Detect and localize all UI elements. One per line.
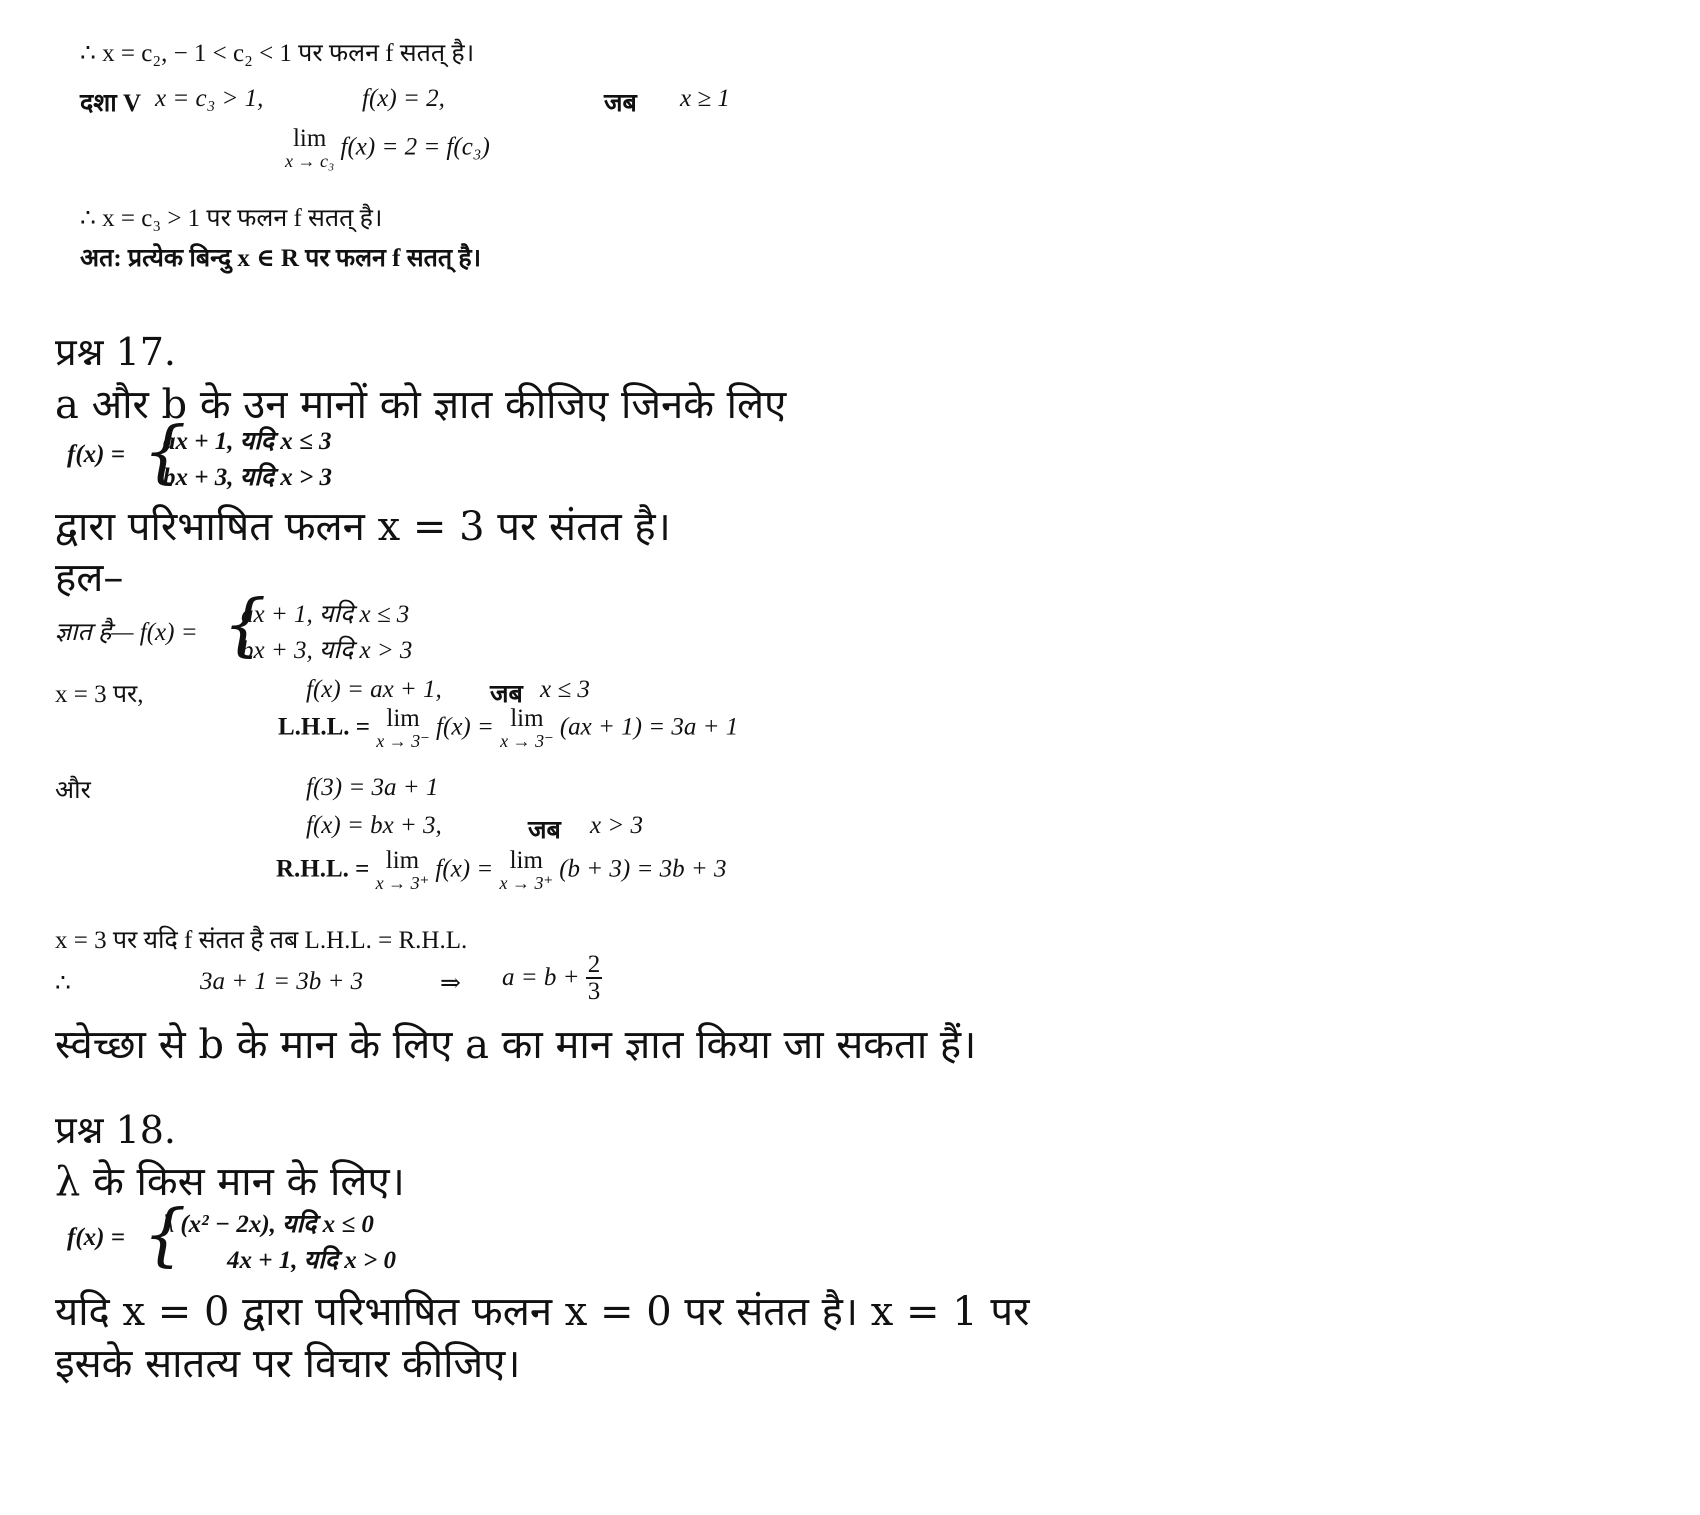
- case5-when: जब: [604, 90, 637, 117]
- q17-def-row1: ax + 1, यदि x ≤ 3: [163, 428, 332, 455]
- q17-statement-continued: द्वारा परिभाषित फलन x = 3 पर संतत है।: [55, 504, 671, 550]
- continuity-line-c2: ∴ x = c₂, − 1 < c₂ < 1 पर फलन f सतत् है।: [80, 40, 475, 67]
- q18-def-row2: 4x + 1, यदि x > 0: [227, 1247, 396, 1274]
- case5-limit-expression: f(x) = 2 = f(c₃): [340, 133, 490, 161]
- continuity-condition: x = 3 पर यदि f संतत है तब L.H.L. = R.H.L.: [55, 927, 468, 954]
- q18-def-row1: λ (x² − 2x), यदि x ≤ 0: [163, 1211, 374, 1238]
- lhl-mid: f(x) =: [436, 713, 494, 741]
- case5-limit: [285, 126, 490, 171]
- right-range: x > 3: [590, 812, 643, 839]
- left-brace: {: [223, 586, 267, 665]
- fraction-two-thirds: $\frac{2}{3}$: [587, 951, 601, 1005]
- limit-operator: lim x → 3⁻: [376, 705, 430, 752]
- limit-operator: lim x → 3⁺: [499, 847, 553, 894]
- q17-heading: प्रश्न 17.: [55, 330, 176, 374]
- q18-heading: प्रश्न 18.: [55, 1108, 176, 1152]
- left-brace: {: [143, 1196, 187, 1275]
- f-of-3: f(3) = 3a + 1: [306, 774, 439, 801]
- rhl-mid: f(x) =: [435, 855, 494, 883]
- case5-range: x ≥ 1: [680, 85, 730, 112]
- lhl-label: L.H.L. =: [278, 713, 371, 741]
- case5-function: f(x) = 2,: [362, 85, 445, 112]
- overall-conclusion: अत: प्रत्येक बिन्दु x ∈ R पर फलन f सतत् है।: [80, 245, 482, 272]
- left-hand-limit: [278, 706, 738, 751]
- rhl-label: R.H.L. =: [276, 855, 370, 883]
- case5-condition: x = c₃ > 1,: [155, 85, 264, 112]
- continuity-line-c3: ∴ x = c₃ > 1 पर फलन f सतत् है।: [80, 205, 383, 232]
- case5-label: दशा V: [80, 90, 142, 117]
- q17-conclusion: स्वेच्छा से b के मान के लिए a का मान ज्ञात किया जा सकता हैं।: [55, 1022, 977, 1068]
- limit-operator: lim x → 3⁻: [500, 705, 554, 752]
- q18-statement-end: इसके सातत्य पर विचार कीजिए।: [55, 1341, 521, 1387]
- at-x-equals-3: x = 3 पर,: [55, 681, 144, 708]
- rhl-result: (b + 3) = 3b + 3: [559, 855, 727, 883]
- limit-operator: lim x → 3⁺: [375, 847, 430, 894]
- q18-def-lhs: f(x) =: [67, 1224, 125, 1251]
- when-label: जब: [528, 817, 561, 844]
- left-piece: f(x) = ax + 1,: [306, 676, 442, 703]
- result-lhs: a = b +: [502, 964, 580, 991]
- given-row2: bx + 3, यदि x > 3: [241, 637, 413, 664]
- solution-label: हल–: [55, 555, 124, 601]
- q18-statement: λ के किस मान के लिए।: [55, 1159, 405, 1205]
- q17-statement: a और b के उन मानों को ज्ञात कीजिए जिनके लिए: [55, 382, 787, 428]
- implies-symbol: ⇒: [440, 970, 461, 997]
- limit-operator: lim x → c₃: [285, 125, 335, 172]
- limit-equation: 3a + 1 = 3b + 3: [200, 968, 364, 995]
- lhl-result: (ax + 1) = 3a + 1: [559, 713, 739, 741]
- left-brace: {: [143, 413, 187, 492]
- left-range: x ≤ 3: [540, 676, 590, 703]
- q18-statement-continued: यदि x = 0 द्वारा परिभाषित फलन x = 0 पर संतत है। x = 1 पर: [55, 1289, 1030, 1335]
- given-row1: ax + 1, यदि x ≤ 3: [241, 601, 410, 628]
- and-label: और: [55, 777, 91, 804]
- right-piece: f(x) = bx + 3,: [306, 812, 442, 839]
- therefore-symbol: ∴: [55, 970, 71, 997]
- when-label: जब: [490, 681, 523, 708]
- result-a-equals: [502, 952, 602, 1004]
- q17-def-lhs: f(x) =: [67, 441, 125, 468]
- q17-def-row2: bx + 3, यदि x > 3: [163, 464, 332, 491]
- given-lhs: ज्ञात है— f(x) =: [55, 619, 198, 646]
- right-hand-limit: [276, 848, 727, 893]
